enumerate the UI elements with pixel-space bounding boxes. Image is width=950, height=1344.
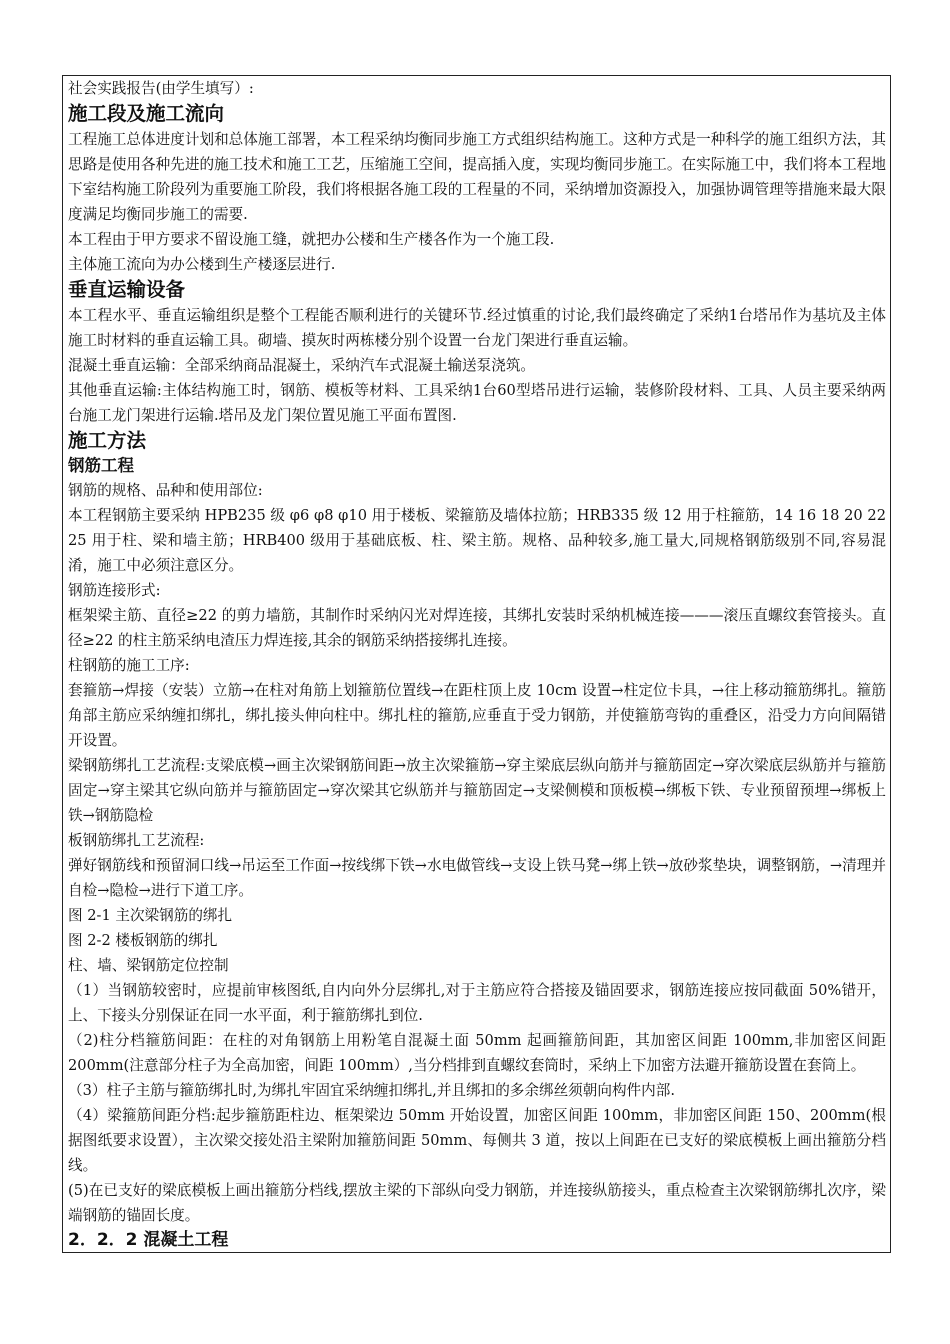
paragraph: 本工程水平、垂直运输组织是整个工程能否顺利进行的关键环节.经过慎重的讨论,我们最终确定了采纳1台塔吊作为基坑及主体施工时材料的垂直运输工具。砌墙、摸灰时两栋楼分别个设置一台龙门架进行垂直运输。 xyxy=(68,307,886,349)
paragraph: 混凝土垂直运输：全部采纳商品混凝土，采纳汽车式混凝土输送泵浇筑。 xyxy=(68,357,536,374)
paragraph: （1）当钢筋较密时，应提前审核图纸,自内向外分层绑扎,对于主筋应符合搭接及锚固要求，钢筋连接应按同截面 50%错开，上、下接头分别保证在同一水平面，利于箍筋绑扎到位. xyxy=(68,982,886,1024)
paragraph: 框架梁主筋、直径≥22 的剪力墙筋，其制作时采纳闪光对焊连接，其绑扎安装时采纳机械连接———滚压直螺纹套管接头。直径≥22 的柱主筋采纳电渣压力焊连接,其余的钢筋采纳搭接绑扎连接。 xyxy=(68,607,886,649)
paragraph: 柱、墙、梁钢筋定位控制 xyxy=(68,957,229,974)
paragraph: （4）梁箍筋间距分档:起步箍筋距柱边、框架梁边 50mm 开始设置，加密区间距 100mm，非加密区间距 150、200mm(根据图纸要求设置），主次梁交接处沿主梁附加箍筋间距 50mm、每侧共 3 道，按以上间距在已支好的梁底模板上画出箍筋分档线。 xyxy=(68,1107,886,1174)
report-frame xyxy=(62,75,891,1253)
paragraph: 弹好钢筋线和预留洞口线→吊运至工作面→按线绑下铁→水电做管线→支设上铁马凳→绑上铁→放砂浆垫块，调整钢筋，→清理并自检→隐检→进行下道工序。 xyxy=(68,857,886,899)
report-content xyxy=(68,76,886,1252)
paragraph: (5)在已支好的梁底模板上画出箍筋分档线,摆放主梁的下部纵向受力钢筋，并连接纵筋接头，重点检查主次梁钢筋绑扎次序，梁端钢筋的锚固长度。 xyxy=(68,1182,886,1224)
paragraph: 其他垂直运输:主体结构施工时，钢筋、模板等材料、工具采纳1台60型塔吊进行运输，装修阶段材料、工具、人员主要采纳两台施工龙门架进行运输.塔吊及龙门架位置见施工平面布置图. xyxy=(68,382,886,424)
figure-caption: 图 2-2 楼板钢筋的绑扎 xyxy=(68,932,218,949)
paragraph: （3）柱子主筋与箍筋绑扎时,为绑扎牢固宜采纳缠扣绑扎,并且绑扣的多余绑丝须朝向构件内部. xyxy=(68,1082,675,1099)
paragraph: 工程施工总体进度计划和总体施工部署，本工程采纳均衡同步施工方式组织结构施工。这种方式是一种科学的施工组织方法，其思路是使用各种先进的施工技术和施工工艺，压缩施工空间，提高插入度，实现均衡同步施工。在实际施工中，我们将本工程地下室结构施工阶段列为重要施工阶段，我们将根据各施工段的工程量的不同，采纳增加资源投入，加强协调管理等措施来最大限度满足均衡同步施工的需要. xyxy=(68,131,886,223)
paragraph: 本工程由于甲方要求不留设施工缝，就把办公楼和生产楼各作为一个施工段. xyxy=(68,231,555,248)
paragraph: 钢筋的规格、品种和使用部位: xyxy=(68,482,263,499)
figure-caption: 图 2-1 主次梁钢筋的绑扎 xyxy=(68,907,233,924)
intro-label: 社会实践报告(由学生填写）: xyxy=(68,80,254,97)
section-title-construction-flow: 施工段及施工流向 xyxy=(68,102,225,125)
paragraph: 钢筋连接形式: xyxy=(68,582,161,599)
paragraph: 梁钢筋绑扎工艺流程:支梁底模→画主次梁钢筋间距→放主次梁箍筋→穿主梁底层纵向筋并与箍筋固定→穿次梁底层纵筋并与箍筋固定→穿主梁其它纵向筋并与箍筋固定→穿次梁其它纵筋并与箍筋固定→支梁侧模和顶板模→绑板下铁、专业预留预埋→绑板上铁→钢筋隐检 xyxy=(68,757,886,824)
section-title-vertical-transport: 垂直运输设备 xyxy=(68,278,186,301)
paragraph: 主体施工流向为办公楼到生产楼逐层进行. xyxy=(68,256,336,273)
paragraph: 套箍筋→焊接（安装）立筋→在柱对角筋上划箍筋位置线→在距柱顶上皮 10cm 设置→柱定位卡具，→往上移动箍筋绑扎。箍筋角部主筋应采纳缠扣绑扎，绑扎接头伸向柱中。绑扎柱的箍筋,应垂直于受力钢筋，并使箍筋弯钩的重叠区，沿受力方向间隔错开设置。 xyxy=(68,682,886,749)
subsection-title-rebar: 钢筋工程 xyxy=(68,456,134,475)
subsection-title-concrete: 2．2．2 混凝土工程 xyxy=(68,1230,229,1250)
section-title-construction-method: 施工方法 xyxy=(68,429,147,452)
paragraph: 本工程钢筋主要采纳 HPB235 级 φ6 φ8 φ10 用于楼板、梁箍筋及墙体拉筋；HRB335 级 12 用于柱箍筋，14 16 18 20 22 25 用于柱、梁和墙主筋；HRB400 级用于基础底板、柱、梁主筋。规格、品种较多,施工量大,同规格钢筋级别不同,容易混淆，施工中必须注意区分。 xyxy=(68,507,886,574)
paragraph: （2)柱分档箍筋间距：在柱的对角钢筋上用粉笔自混凝土面 50mm 起画箍筋间距，其加密区间距 100mm,非加密区间距 200mm(注意部分柱子为全高加密，间距 100mm）,当分档排到直螺纹套筒时，采纳上下加密方法避开箍筋设置在套筒上。 xyxy=(68,1032,886,1074)
paragraph: 柱钢筋的施工工序: xyxy=(68,657,190,674)
paragraph: 板钢筋绑扎工艺流程: xyxy=(68,832,205,849)
